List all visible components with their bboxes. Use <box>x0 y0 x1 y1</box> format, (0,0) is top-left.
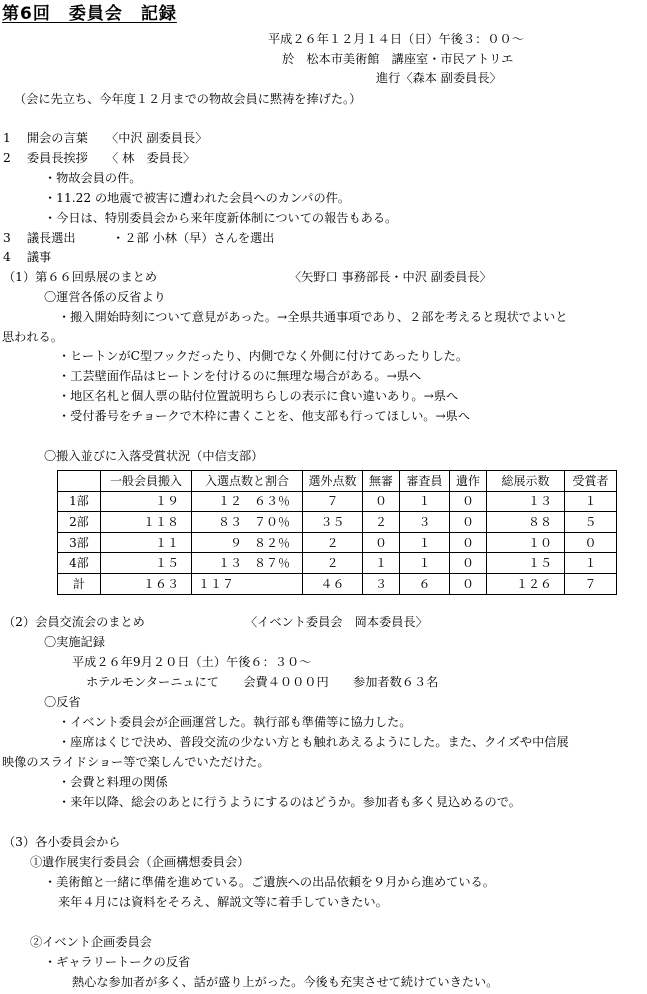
section-heading: （1）第６６回県展のまとめ <box>3 270 158 284</box>
record-line: ホテルモンターニュにて 会費４０００円 参加者数６３名 <box>86 675 439 689</box>
review-bullet-continued: 思われる。 <box>2 330 63 344</box>
table-header-cell: 一般会員搬入 <box>101 471 192 492</box>
table-cell: ３ <box>363 573 400 594</box>
table-cell: １ <box>400 553 450 574</box>
table-header-row <box>58 471 617 492</box>
table-cell: 3部 <box>58 532 101 553</box>
greeting-bullet: ・11.22 の地震で被害に遭われた会員へのカンパの件。 <box>44 191 351 205</box>
table-cell: ０ <box>450 532 487 553</box>
table-cell: １５ <box>487 553 565 574</box>
table-cell: １５ <box>101 553 192 574</box>
table-row <box>58 553 617 574</box>
table-cell: ７ <box>303 491 363 512</box>
meeting-place: 於 松本市美術館 講座室・市民アトリエ <box>282 52 514 66</box>
table-cell: ０ <box>450 512 487 533</box>
table-cell: １１７ <box>192 573 303 594</box>
table-header-cell: 総展示数 <box>487 471 565 492</box>
table-cell: ５ <box>565 512 617 533</box>
review-bullet: ・座席はくじで決め、普段交流の少ない方とも触れあえるようにした。また、クイズや中信展 <box>58 735 569 749</box>
greeting-bullet: ・物故会員の件。 <box>44 171 142 185</box>
table-caption: 〇搬入並びに入落受賞状況（中信支部） <box>44 449 264 463</box>
table-cell: ９ ８２％ <box>192 532 303 553</box>
table-header-cell: 入選点数と割合 <box>192 471 303 492</box>
agenda-item-proceedings: 4 議事 <box>3 250 52 264</box>
table-cell: １１８ <box>101 512 192 533</box>
greeting-bullet: ・今日は、特別委員会から来年度新体制についての報告もある。 <box>44 211 398 225</box>
section-heading: （3）各小委員会から <box>3 835 121 849</box>
table-cell: １３ ８７％ <box>192 553 303 574</box>
subsection-heading: 〇実施記録 <box>44 635 105 649</box>
table-row <box>58 491 617 512</box>
submission-status-table <box>57 470 617 595</box>
table-cell: ６ <box>400 573 450 594</box>
table-cell: １ <box>400 532 450 553</box>
table-cell: ８８ <box>487 512 565 533</box>
table-row <box>58 512 617 533</box>
table-total-row <box>58 573 617 594</box>
review-bullet: ・搬入開始時刻について意見があった。→全県共通事項であり、２部を考えると現状でよいと <box>58 310 568 324</box>
subsection-heading: 〇運営各係の反省より <box>44 290 166 304</box>
committee-heading: ①遺作展実行委員会（企画構想委員会） <box>30 855 250 869</box>
committee-heading: ②イベント企画委員会 <box>30 935 152 949</box>
table-cell: ０ <box>565 532 617 553</box>
table-cell: １ <box>400 491 450 512</box>
table-header-cell <box>58 471 101 492</box>
meeting-datetime: 平成２６年１２月１４日（日）午後３：００～ <box>268 32 524 46</box>
agenda-item-chair-election: 3 議長選出 ・２部 小林（早）さんを選出 <box>3 231 275 245</box>
table-cell: 4部 <box>58 553 101 574</box>
table-cell: １２６ <box>487 573 565 594</box>
table-cell: ３ <box>400 512 450 533</box>
agenda-item-opening: 1 開会の言葉 〈中沢 副委員長〉 <box>3 131 208 145</box>
table-cell: ０ <box>450 553 487 574</box>
committee-bullet-continued: 熱心な参加者が多く、話が盛り上がった。今後も充実させて続けていきたい。 <box>72 975 499 989</box>
committee-bullet-continued: 来年４月には資料をそろえ、解説文等に着手していきたい。 <box>58 895 388 909</box>
table-cell: 計 <box>58 573 101 594</box>
table-cell: １ <box>565 553 617 574</box>
table-cell: １２ ６３％ <box>192 491 303 512</box>
table-cell: ０ <box>363 491 400 512</box>
table-cell: １９ <box>101 491 192 512</box>
committee-bullet: ・美術館と一緒に準備を進めている。ご遺族への出品依頼を９月から進めている。 <box>44 875 495 889</box>
intro-note: （会に先立ち、今年度１２月までの物故会員に黙祷を捧げた。） <box>14 92 362 106</box>
table-cell: ２ <box>363 512 400 533</box>
review-bullet: ・イベント委員会が企画運営した。執行部も準備等に協力した。 <box>58 715 412 729</box>
table-header-cell: 遺作 <box>450 471 487 492</box>
table-cell: ０ <box>450 573 487 594</box>
table-cell: ７ <box>565 573 617 594</box>
table-cell: １６３ <box>101 573 192 594</box>
review-bullet: ・ヒートンがC型フックだったり、内側でなく外側に付けてあったりした。 <box>58 349 469 363</box>
table-cell: １３ <box>487 491 565 512</box>
table-cell: ０ <box>363 532 400 553</box>
table-header-cell: 審査員 <box>400 471 450 492</box>
table-row <box>58 532 617 553</box>
table-cell: １ <box>565 491 617 512</box>
document-title: 第6回 委員会 記録 <box>2 4 177 24</box>
review-bullet: ・地区名札と個人票の貼付位置説明ちらしの表示に食い違いあり。→県へ <box>58 389 459 403</box>
subsection-heading: 〇反省 <box>44 695 81 709</box>
section-reporter: 〈矢野口 事務部長・中沢 副委員長〉 <box>289 270 492 284</box>
table-cell: 2部 <box>58 512 101 533</box>
section-reporter: 〈イベント委員会 岡本委員長〉 <box>245 615 428 629</box>
table-cell: ３５ <box>303 512 363 533</box>
review-bullet: ・受付番号をチョークで木枠に書くことを、他支部も行ってほしい。→県へ <box>58 409 471 423</box>
table-cell: ０ <box>450 491 487 512</box>
table-cell: ８３ ７０％ <box>192 512 303 533</box>
table-cell: １１ <box>101 532 192 553</box>
committee-bullet: ・ギャラリートークの反省 <box>44 955 191 969</box>
record-line: 平成２６年9月２０日（土）午後６：３０～ <box>72 655 312 669</box>
meeting-chair: 進行〈森本 副委員長〉 <box>376 71 502 85</box>
table-cell: ４６ <box>303 573 363 594</box>
table-cell: ２ <box>303 532 363 553</box>
review-bullet: ・来年以降、総会のあとに行うようにするのはどうか。参加者も多く見込めるので。 <box>58 795 521 809</box>
table-header-cell: 選外点数 <box>303 471 363 492</box>
table-header-cell: 無審 <box>363 471 400 492</box>
table-cell: １０ <box>487 532 565 553</box>
table-header-cell: 受賞者 <box>565 471 617 492</box>
review-bullet-continued: 映像のスライドショー等で楽しんでいただけた。 <box>2 755 270 769</box>
table-cell: ２ <box>303 553 363 574</box>
table-cell: 1部 <box>58 491 101 512</box>
table-cell: １ <box>363 553 400 574</box>
review-bullet: ・会費と料理の関係 <box>58 775 168 789</box>
agenda-item-greeting: 2 委員長挨拶 〈 林 委員長〉 <box>3 151 196 165</box>
section-heading: （2）会員交流会のまとめ <box>3 615 145 629</box>
review-bullet: ・工芸壁面作品はヒートンを付けるのに無理な場合がある。→県へ <box>58 369 422 383</box>
